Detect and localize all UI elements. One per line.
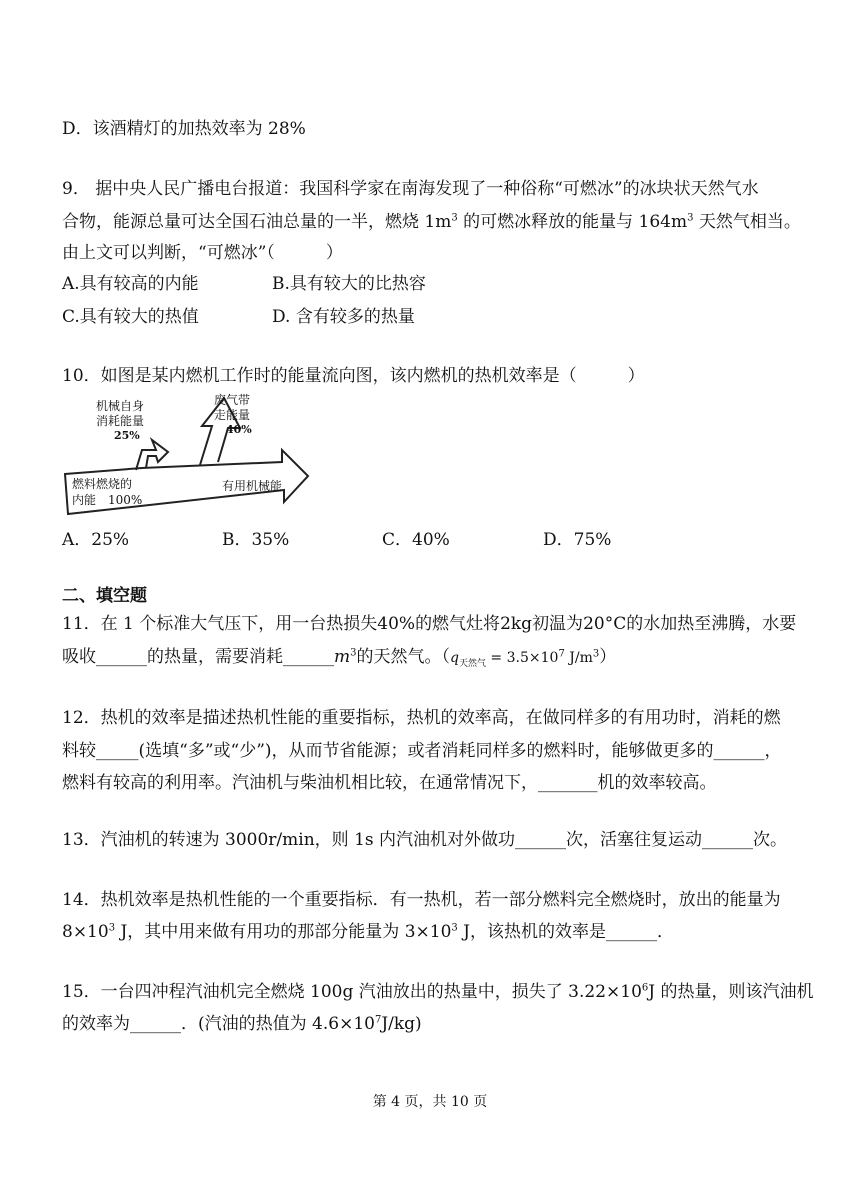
q12-stem-line1: 12．热机的效率是描述热机性能的重要指标，热机的效率高，在做同样多的有用功时，消耗的燃: [62, 708, 781, 728]
page-footer: 第 4 页，共 10 页: [372, 1094, 488, 1110]
formula-unit: J/m: [564, 650, 593, 666]
mechanical-loss-arrow: [136, 440, 168, 470]
q11-text-a: 11．在 1 个标准大气压下，用一台热损失: [62, 614, 378, 634]
q15-sup2: 7: [374, 1014, 382, 1026]
q9-stem-line3: 由上文可以判断，“可燃冰”（ ）: [62, 243, 343, 263]
formula-exp: 7: [558, 648, 565, 660]
q11-mass: 2kg: [500, 614, 533, 634]
q9-line2-sup2: 3: [687, 212, 694, 224]
q11-loss-pct: 40%: [377, 614, 416, 634]
q10-option-c: C．40%: [382, 530, 450, 550]
q14-sup2: 3: [451, 922, 458, 934]
q11-stem-line2: [62, 645, 616, 670]
q14-text-b: J，其中用来做有用功的那部分能量为 3×10: [115, 922, 452, 942]
q15-sup1: 6: [641, 982, 649, 994]
energy-flow-diagram: [62, 390, 322, 520]
q11-text-b: 的燃气灶将: [415, 614, 501, 634]
q9-line2-sup1: 3: [451, 212, 458, 224]
q14-text-c: J，该热机的效率是______．: [457, 922, 674, 942]
q9-option-c: C.具有较大的热值: [62, 307, 199, 327]
q15-text-a: 15．一台四冲程汽油机完全燃烧 100g 汽油放出的热量中，损失了 3.22×10: [62, 982, 642, 1002]
label-mechanical-loss-2: 消耗能量: [96, 414, 145, 428]
q14-stem-line1: 14．热机效率是热机性能的一个重要指标．有一热机，若一部分燃料完全燃烧时，放出的能量为: [62, 890, 781, 910]
q11-text-d: 的水加热至沸腾，水要: [626, 614, 797, 634]
label-exhaust-1: 废气带: [214, 393, 251, 407]
q9-option-b: B.具有较大的比热容: [272, 274, 426, 294]
q11-stem-line1: [62, 612, 796, 636]
q15-stem-line2: [62, 1012, 422, 1036]
q15-line2-text-a: 的效率为______．(汽油的热值为 4.6×10: [62, 1014, 375, 1034]
q9-stem-line2: [62, 210, 801, 234]
q9-line2-text-c: 天然气相当。: [693, 212, 801, 232]
label-exhaust-pct: 40%: [226, 423, 252, 436]
q14-stem-line2: [62, 920, 674, 944]
formula-value: = 3.5×10: [485, 650, 559, 666]
q11-line2-text-a: 吸收______的热量，需要消耗______: [62, 647, 334, 667]
q15-stem-line1: [62, 980, 814, 1004]
q11-temp: 20°C: [583, 614, 627, 634]
q15-text-b: J 的热量，则该汽油机: [648, 982, 814, 1002]
q9-option-a: A.具有较高的内能: [62, 274, 199, 294]
q14-sup1: 3: [108, 922, 116, 934]
q11-formula: [450, 648, 600, 669]
q11-unit-sup: 3: [350, 647, 357, 659]
label-mechanical-loss-1: 机械自身: [96, 399, 145, 413]
q10-option-d: D．75%: [543, 530, 612, 550]
label-fuel-2: 内能 100%: [72, 493, 143, 507]
section-title: 二、填空题: [62, 586, 147, 606]
q11-unit: m: [334, 647, 351, 667]
q9-option-d: D. 含有较多的热量: [272, 307, 415, 327]
q11-text-c: 初温为: [532, 614, 584, 634]
q10-option-b: B．35%: [222, 530, 290, 550]
q8-option-d: D．该酒精灯的加热效率为 28%: [62, 119, 306, 139]
label-mechanical-loss-pct: 25%: [114, 429, 140, 442]
q10-stem: 10．如图是某内燃机工作时的能量流向图，该内燃机的热机效率是（ ）: [62, 366, 645, 386]
q9-stem-line1: 9． 据中央人民广播电台报道：我国科学家在南海发现了一种俗称“可燃冰”的冰块状天然气水: [62, 179, 759, 199]
q12-stem-line2: 料较_____(选填“多”或“少”)，从而节省能源；或者消耗同样多的燃料时，能够做更多的______，: [62, 741, 782, 761]
label-exhaust-2: 走能量: [214, 408, 251, 422]
label-fuel-1: 燃料燃烧的: [72, 477, 133, 491]
q11-line2-end: ）: [599, 647, 617, 667]
formula-unit-sup: 3: [592, 648, 600, 660]
q9-line2-text-b: 的可燃冰释放的能量与 164m: [457, 212, 688, 232]
q15-line2-text-b: J/kg): [381, 1014, 422, 1034]
q14-text-a: 8×10: [62, 922, 109, 942]
formula-sub: 天然气: [458, 658, 486, 669]
q9-line2-text-a: 合物，能源总量可达全国石油总量的一半，燃烧 1m: [62, 212, 452, 232]
q11-line2-text-b: 的天然气。（: [356, 647, 450, 667]
label-useful-energy: 有用机械能: [222, 479, 283, 493]
q13-stem: 13．汽油机的转速为 3000r/min，则 1s 内汽油机对外做功______次，活塞往复运动______次。: [62, 830, 788, 850]
q10-option-a: A．25%: [62, 530, 130, 550]
q12-stem-line3: 燃料有较高的利用率。汽油机与柴油机相比较，在通常情况下，_______机的效率较高。: [62, 773, 717, 793]
formula-q: q: [450, 650, 459, 666]
